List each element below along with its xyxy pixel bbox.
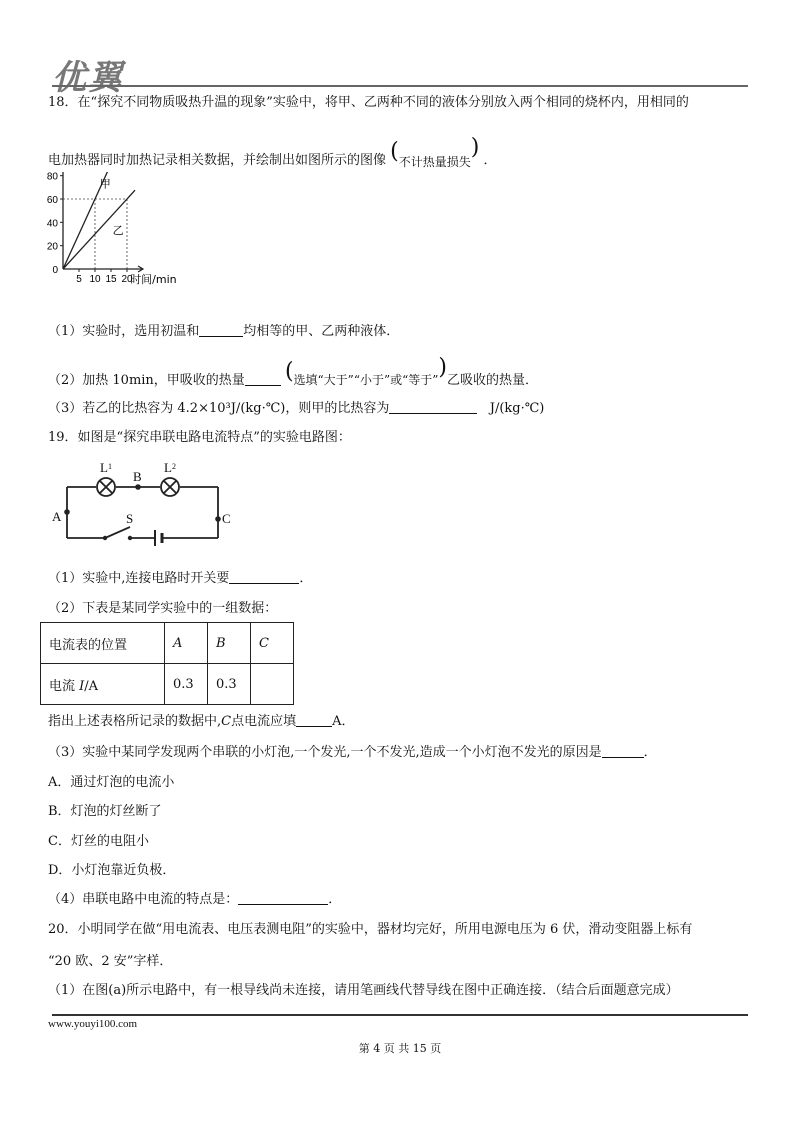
- q19-sub1-b: ．: [299, 571, 313, 586]
- q18-sub1-a: （1）实验时，选用初温和: [48, 324, 200, 339]
- q20-sub1: （1）在图(a)所示电路中，有一根导线尚未连接，请用笔画线代替导线在图中正确连接．（结合后面题意完成）: [48, 983, 679, 998]
- series-label-jia: 甲: [99, 177, 111, 191]
- option-a[interactable]: A．通过灯泡的电流小: [48, 775, 175, 790]
- x-tick-label: 15: [105, 274, 117, 285]
- x-axis-title: 时间/min: [130, 273, 177, 286]
- temperature-time-chart: [40, 172, 200, 292]
- q18-sub2-b: 乙吸收的热量．: [446, 373, 538, 388]
- switch-contact-dot: [128, 536, 132, 540]
- paren-right: ): [438, 355, 447, 380]
- q18-line2: [48, 137, 497, 170]
- footer-url: www.youyi100.com: [48, 1018, 138, 1030]
- q19-sub1-a: （1）实验中,连接电路时开关要: [48, 571, 230, 586]
- y-tick-label: 20: [46, 241, 58, 253]
- label-s: S: [126, 511, 134, 526]
- option-c[interactable]: C．灯丝的电阻小: [48, 834, 149, 849]
- x-tick-label: 10: [89, 274, 101, 285]
- x-tick-label: 20: [121, 274, 133, 285]
- q18-sub1-b: 均相等的甲、乙两种液体．: [243, 324, 400, 339]
- paren-left: (: [390, 139, 399, 164]
- header-divider: [52, 85, 748, 87]
- label-l1: $L^1$: [100, 460, 112, 475]
- table-cell: 0.3: [208, 664, 251, 705]
- q18-line1: 18．在“探究不同物质吸热升温的现象”实验中，将甲、乙两种不同的液体分别放入两个相同的烧杯内，用相同的: [48, 95, 689, 110]
- option-d[interactable]: D．小灯泡靠近负极．: [48, 863, 176, 878]
- x-tick-label: 0: [52, 265, 58, 276]
- table-cell: 0.3: [165, 664, 208, 705]
- answer-blank[interactable]: [199, 324, 243, 337]
- answer-blank[interactable]: [229, 571, 299, 584]
- series-line: [63, 190, 135, 269]
- table-header-cell: A: [165, 623, 208, 664]
- q19-after-table: 指出上述表格所记录的数据中,C点电流应填 A．: [48, 714, 355, 729]
- paren-left: (: [284, 359, 294, 384]
- table-row-label: 电流 I/A: [41, 664, 165, 705]
- switch-pivot-dot: [103, 536, 107, 540]
- q18-sub2: [48, 357, 538, 388]
- series-label-yi: 乙: [112, 223, 124, 237]
- q19-sub2: （2）下表是某同学实验中的一组数据：: [48, 601, 278, 616]
- q18-sub3: [48, 397, 544, 416]
- answer-blank[interactable]: [245, 373, 281, 386]
- y-tick-label: 60: [46, 194, 58, 206]
- series-circuit-diagram: [50, 455, 240, 550]
- q20-line2: “20 欧、2 安”字样．: [48, 954, 173, 969]
- label-c: C: [222, 511, 231, 526]
- label-b: B: [133, 469, 142, 484]
- point-b-dot: [135, 484, 141, 490]
- footer-divider: [52, 1014, 748, 1016]
- table-row: [41, 623, 294, 664]
- x-tick-label: 5: [76, 274, 82, 285]
- y-tick-label: 80: [46, 172, 58, 183]
- youyi-logo: 优翼: [52, 58, 124, 98]
- q18-sub3-a: （3）若乙的比热容为 4.2×10³J/(kg·℃)，则甲的比热容为: [48, 401, 390, 416]
- y-tick-label: 40: [46, 218, 58, 230]
- label-l2: $L^2$: [164, 460, 176, 475]
- label-a: A: [52, 509, 62, 524]
- answer-blank[interactable]: [238, 892, 328, 905]
- table-header-cell: B: [208, 623, 251, 664]
- q19-sub1: [48, 567, 312, 586]
- q19-sub4: （4）串联电路中电流的特点是： ．: [48, 892, 342, 907]
- switch-lever: [105, 527, 130, 538]
- q18-sub2-a: （2）加热 10min，甲吸收的热量: [48, 373, 245, 388]
- answer-blank[interactable]: [296, 714, 332, 727]
- q18-note: 不计热量损失: [398, 155, 471, 169]
- table-header-cell: 电流表的位置: [41, 623, 165, 664]
- table-header-cell: C: [251, 623, 294, 664]
- current-data-table: [40, 622, 294, 705]
- point-a-dot: [64, 509, 70, 515]
- q18-sub3-b: J/(kg·℃): [489, 401, 545, 416]
- option-b[interactable]: B．灯泡的灯丝断了: [48, 804, 162, 819]
- answer-blank[interactable]: [389, 401, 477, 414]
- page-number: 第 4 页 共 15 页: [358, 1042, 442, 1055]
- paren-right: ): [470, 135, 480, 160]
- table-row: [41, 664, 294, 705]
- point-c-dot: [215, 516, 221, 522]
- q18-line2-end: ．: [483, 153, 497, 168]
- answer-blank[interactable]: [602, 745, 644, 758]
- q18-sub2-note: 选填“大于”“小于”或“等于”: [293, 373, 439, 387]
- q18-line2-text: 电加热器同时加热记录相关数据，并绘制出如图所示的图像: [48, 153, 387, 168]
- q18-sub1: [48, 320, 399, 339]
- q19-title: 19．如图是“探究串联电路电流特点”的实验电路图：: [48, 430, 351, 445]
- q20-line1: 20．小明同学在做“用电流表、电压表测电阻”的实验中，器材均完好，所用电源电压为 6 伏，滑动变阻器上标有: [48, 922, 693, 937]
- q19-sub3: （3）实验中某同学发现两个串联的小灯泡,一个发光,一个不发光,造成一个小灯泡不发光的原因是 ．: [48, 745, 657, 760]
- table-cell[interactable]: [251, 664, 294, 705]
